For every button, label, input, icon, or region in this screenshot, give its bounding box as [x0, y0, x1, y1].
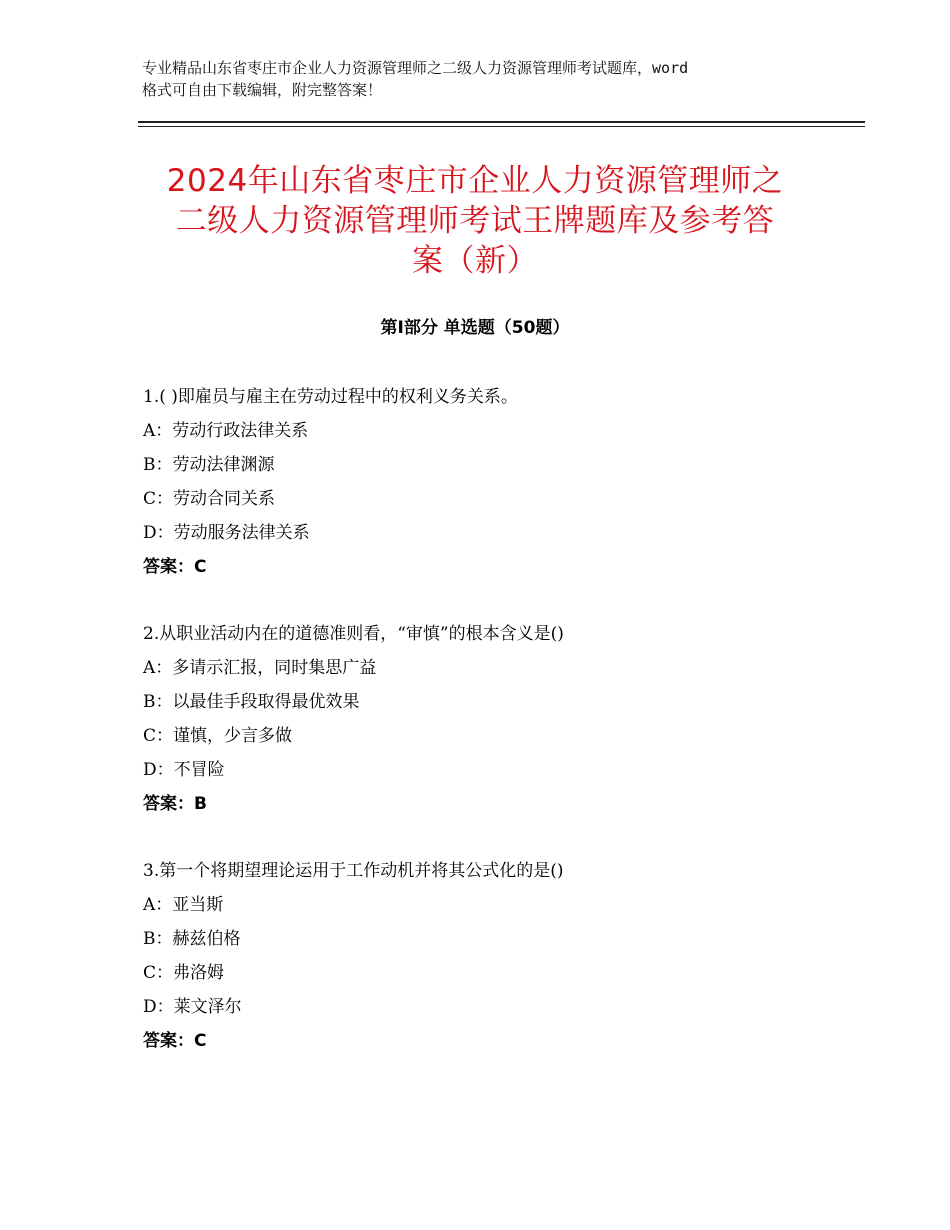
- question-2: [143, 617, 863, 821]
- question-1: [143, 380, 863, 584]
- option-c: C：谨慎，少言多做: [143, 726, 293, 746]
- option-b: B：劳动法律渊源: [143, 455, 275, 475]
- document-title: [120, 161, 830, 281]
- header-note-line-2: 格式可自由下载编辑，附完整答案！: [142, 81, 383, 99]
- option-a: A：劳动行政法律关系: [143, 421, 309, 441]
- option-b: B：赫兹伯格: [143, 929, 241, 949]
- answer: 答案：C: [143, 1031, 207, 1051]
- option-d: D：不冒险: [143, 760, 225, 780]
- document-title-line-3: 案（新）: [412, 243, 538, 279]
- document-title-line-2: 二级人力资源管理师考试王牌题库及参考答: [175, 203, 775, 239]
- question-3: [143, 854, 863, 1058]
- option-c: C：劳动合同关系: [143, 489, 276, 509]
- option-d: D：莱文泽尔: [143, 997, 242, 1017]
- answer: 答案：B: [143, 794, 207, 814]
- header-rule-thin: [138, 126, 865, 127]
- option-b: B：以最佳手段取得最优效果: [143, 692, 360, 712]
- question-list: [143, 380, 863, 1091]
- question-stem: 1.( )即雇员与雇主在劳动过程中的权利义务关系。: [143, 387, 518, 407]
- header-note-line-1: 专业精品山东省枣庄市企业人力资源管理师之二级人力资源管理师考试题库，word: [142, 59, 689, 77]
- document-title-line-1: 2024年山东省枣庄市企业人力资源管理师之: [166, 163, 784, 199]
- answer: 答案：C: [143, 557, 207, 577]
- option-a: A：多请示汇报，同时集思广益: [143, 658, 377, 678]
- question-stem: 3.第一个将期望理论运用于工作动机并将其公式化的是(): [143, 861, 564, 881]
- header-note: [142, 57, 822, 101]
- option-c: C：弗洛姆: [143, 963, 225, 983]
- header-rule-thick: [138, 121, 865, 123]
- section-title: 第Ⅰ部分 单选题（50题）: [380, 318, 570, 338]
- option-d: D：劳动服务法律关系: [143, 523, 310, 543]
- option-a: A：亚当斯: [143, 895, 224, 915]
- question-stem: 2.从职业活动内在的道德准则看，“审慎”的根本含义是(): [143, 624, 564, 644]
